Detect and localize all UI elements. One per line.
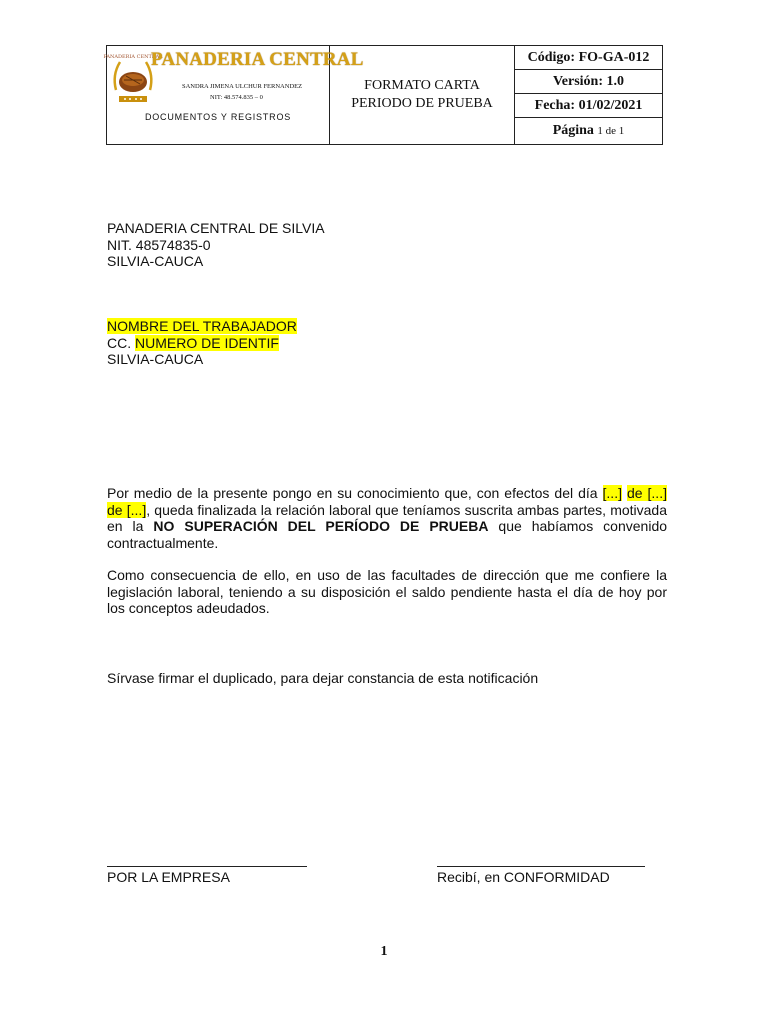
paragraph-1-bold: NO SUPERACIÓN DEL PERÍODO DE PRUEBA (153, 518, 489, 534)
recipient-id-prefix: CC. (107, 334, 132, 351)
sender-name: PANADERIA CENTRAL DE SILVIA (107, 220, 325, 236)
document-header (103, 45, 663, 145)
paragraph-1-text-a: Por medio de la presente pongo en su conocimiento que, con efectos del día (107, 485, 603, 501)
recipient-city: SILVIA-CAUCA (107, 351, 204, 367)
document-page (515, 118, 663, 145)
owner-name: SANDRA JIMENA ULCHUR FERNANDEZ (182, 83, 303, 90)
document-code: Código: FO-GA-012 (515, 46, 663, 70)
paragraph-sign-request: Sírvase firmar el duplicado, para dejar constancia de esta notificación (107, 670, 539, 686)
page-label: Página (552, 123, 594, 138)
document-version: Versión: 1.0 (515, 70, 663, 94)
department-label: DOCUMENTOS Y REGISTROS (144, 112, 292, 122)
recipient-name: NOMBRE DEL TRABAJADOR (107, 318, 297, 334)
page-value: 1 de 1 (597, 125, 625, 137)
sender-block (107, 220, 325, 270)
paragraph-1-text-b: , queda finalizada la relación laboral que teníamos suscrita ambas partes, motivada en la (107, 501, 667, 534)
sender-city: SILVIA-CAUCA (107, 253, 204, 269)
date-placeholder-day: [...] (602, 485, 622, 501)
title-line-1: FORMATO CARTA (364, 78, 480, 93)
signature-label-employee: Recibí, en CONFORMIDAD (437, 869, 610, 885)
document-date: Fecha: 01/02/2021 (515, 94, 663, 118)
page-number: 1 (380, 944, 388, 959)
company-nit: NIT: 48.574.835 – 0 (210, 94, 263, 101)
logo-cell (103, 46, 364, 145)
company-logo-title: PANADERIA CENTRAL (151, 49, 364, 70)
paragraph-consequence: Como consecuencia de ello, en uso de las facultades de dirección que me confiere la legislación laboral, teniendo a su disposición el saldo pendiente hasta el día de hoy por los conceptos adeudados. (107, 567, 667, 616)
signature-line-company (107, 866, 307, 867)
title-line-2: PERIODO DE PRUEBA (351, 96, 493, 111)
logo-emblem-text: PANADERIA CENTRAL (103, 54, 163, 60)
sender-nit: NIT. 48574835-0 (107, 236, 211, 253)
date-placeholder-month-year: de [...] de [...] (107, 485, 667, 518)
recipient-block (107, 318, 297, 368)
signature-line-employee (437, 866, 645, 867)
recipient-id: NUMERO DE IDENTIF (135, 334, 279, 351)
bakery-logo-icon (103, 50, 163, 108)
paragraph-termination (107, 485, 667, 551)
paragraph-1-text-c: que habíamos convenido contractualmente. (107, 518, 668, 551)
signature-label-company: POR LA EMPRESA (107, 869, 230, 885)
